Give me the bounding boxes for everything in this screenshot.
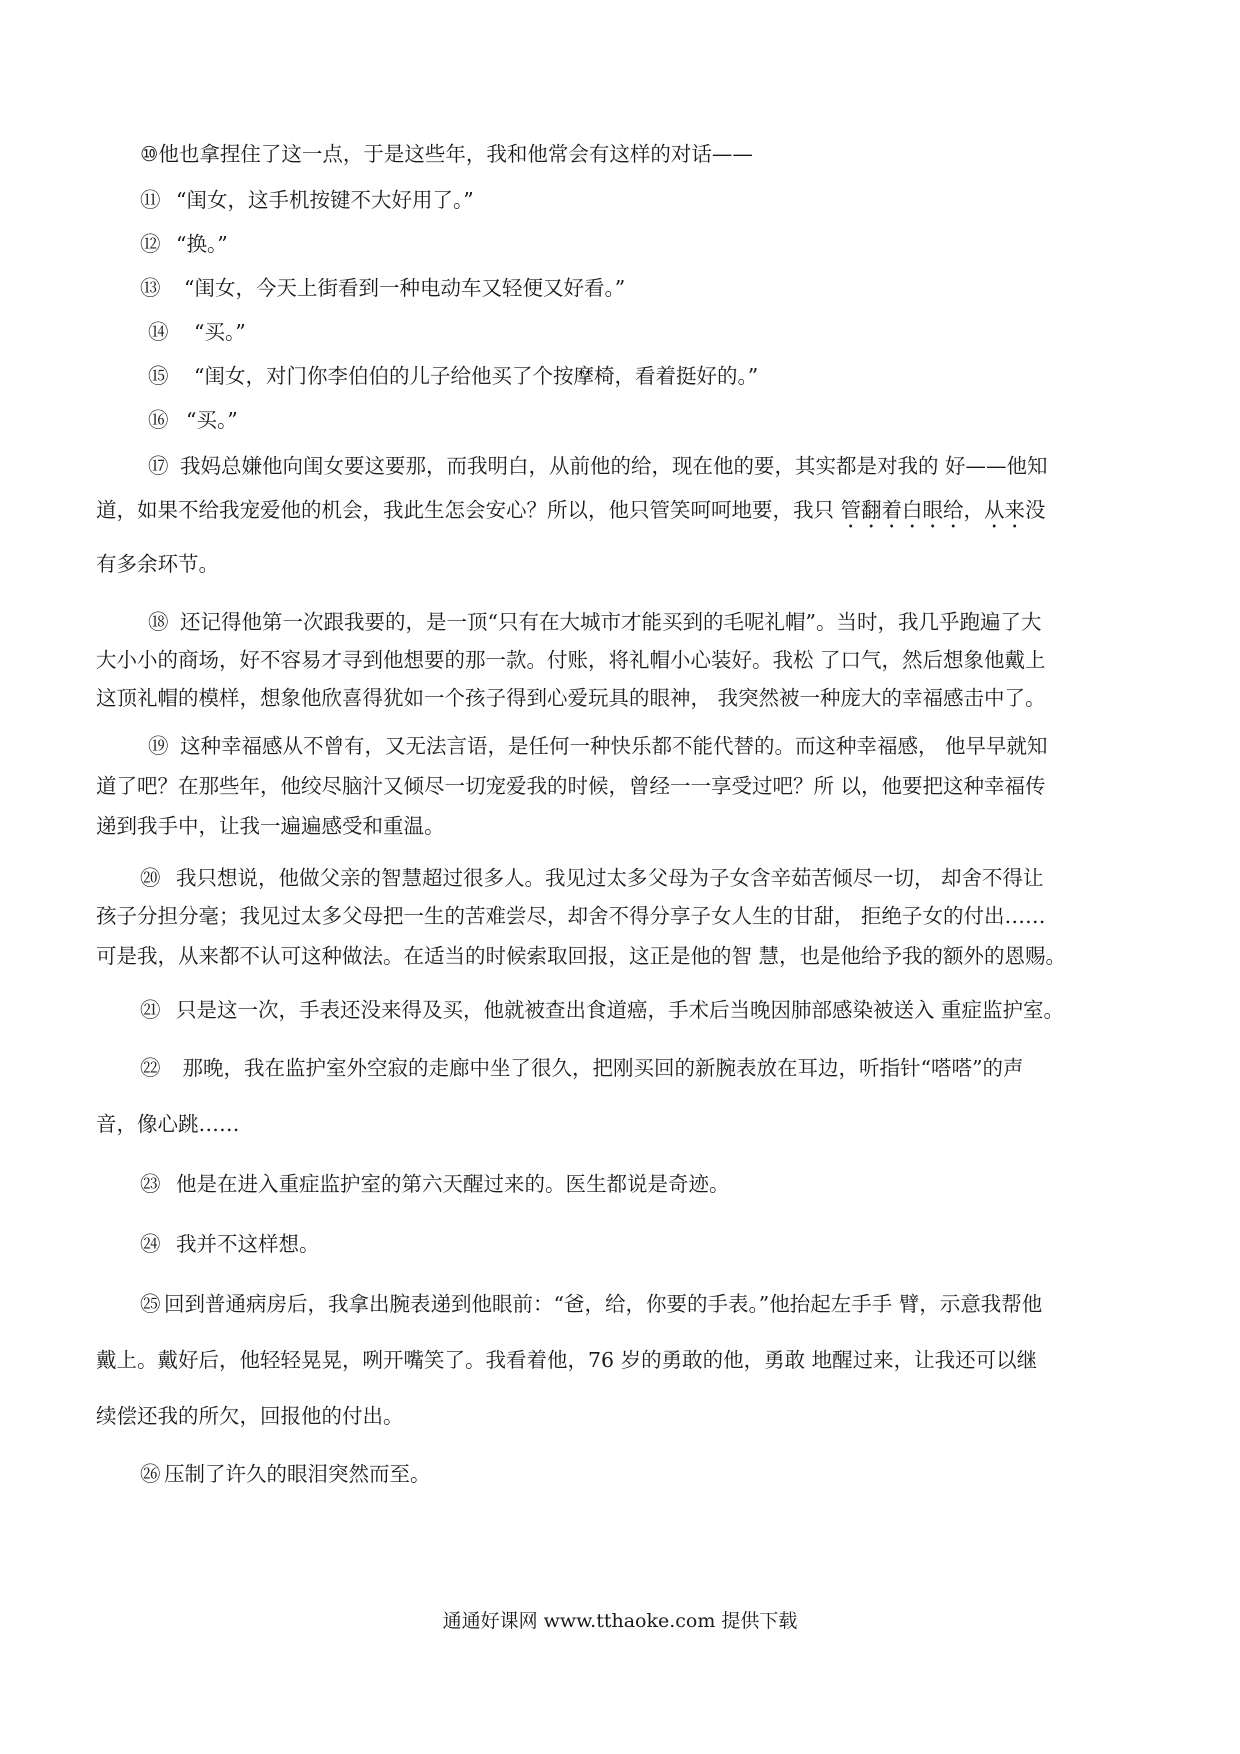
paragraph-text: 音，像心跳…… xyxy=(96,1112,240,1136)
paragraph-17-line-2 xyxy=(0,496,1240,533)
paragraph-text: 还记得他第一次跟我要的，是一顶“只有在大城市才能买到的毛呢礼帽”。当时，我几乎跑遍了大 xyxy=(180,610,1042,634)
paragraph-text: 大小小的商场，好不容易才寻到他想要的那一款。付账，将礼帽小心装好。我松 了口气，然后想象他戴上 xyxy=(96,648,1046,672)
paragraph-number: ⑮ xyxy=(148,364,169,388)
paragraph-text: 没 xyxy=(1025,498,1046,522)
paragraph-number: ⑫ xyxy=(140,232,161,256)
paragraph-23 xyxy=(0,1170,1240,1198)
paragraph-text: 递到我手中，让我一遍遍感受和重温。 xyxy=(96,814,445,838)
paragraph-14 xyxy=(0,318,1240,346)
paragraph-text: “闺女，这手机按键不大好用了。” xyxy=(176,188,474,212)
paragraph-text: “买。” xyxy=(194,320,246,344)
paragraph-number: ⑰ xyxy=(148,454,169,478)
paragraph-13 xyxy=(0,274,1240,302)
paragraph-text: 那晚，我在监护室外空寂的走廊中坐了很久，把刚买回的新腕表放在耳边，听指针“嗒嗒”的声 xyxy=(176,1056,1024,1080)
paragraph-text: 我只想说，他做父亲的智慧超过很多人。我见过太多父母为子女含辛茹苦倾尽一切， 却舍不得让 xyxy=(176,866,1044,890)
paragraph-25-line-1 xyxy=(0,1290,1240,1318)
paragraph-text: 我并不这样想。 xyxy=(176,1232,320,1256)
paragraph-text: 他是在进入重症监护室的第六天醒过来的。医生都说是奇迹。 xyxy=(176,1172,730,1196)
paragraph-18-line-1 xyxy=(0,608,1240,636)
paragraph-number: ㉖ xyxy=(140,1462,161,1486)
paragraph-number: ⑪ xyxy=(140,188,161,212)
paragraph-20-line-1 xyxy=(0,864,1240,892)
paragraph-text: “换。” xyxy=(176,232,228,256)
paragraph-21 xyxy=(0,996,1240,1024)
paragraph-number: ⑯ xyxy=(148,408,169,432)
paragraph-text: 压制了许久的眼泪突然而至。 xyxy=(164,1462,431,1486)
paragraph-text: “闺女，今天上街看到一种电动车又轻便又好看。” xyxy=(184,276,626,300)
paragraph-text: 戴上。戴好后，他轻轻晃晃，咧开嘴笑了。我看着他，76 岁的勇敢的他，勇敢 地醒过来，让我还可以继 xyxy=(96,1348,1038,1372)
paragraph-text: 这顶礼帽的模样，想象他欣喜得犹如一个孩子得到心爱玩具的眼神， 我突然被一种庞大的幸福感击中了。 xyxy=(96,686,1046,710)
paragraph-19-line-2 xyxy=(0,772,1240,800)
paragraph-26 xyxy=(0,1460,1240,1488)
paragraph-text: 孩子分担分毫；我见过太多父母把一生的苦难尝尽，却舍不得分享子女人生的甘甜， 拒绝子女的付出…… xyxy=(96,904,1046,928)
emphasized-text: 管翻着白眼给，从来 xyxy=(840,498,1026,522)
paragraph-20-line-3 xyxy=(0,942,1240,970)
paragraph-17-line-3 xyxy=(0,550,1240,578)
paragraph-text: “买。” xyxy=(186,408,238,432)
paragraph-text: 道，如果不给我宠爱他的机会，我此生怎会安心？所以，他只管笑呵呵地要，我只 xyxy=(96,498,841,522)
paragraph-number: ⑳ xyxy=(140,866,161,890)
paragraph-15 xyxy=(0,362,1240,390)
paragraph-text: 这种幸福感从不曾有，又无法言语，是任何一种快乐都不能代替的。而这种幸福感， 他早早就知 xyxy=(180,734,1048,758)
paragraph-25-line-2 xyxy=(0,1346,1240,1374)
paragraph-text: 可是我，从来都不认可这种做法。在适当的时候索取回报，这正是他的智 慧，也是他给予我的额外的恩赐。 xyxy=(96,944,1067,968)
paragraph-18-line-2 xyxy=(0,646,1240,674)
paragraph-number: ⑩ xyxy=(140,142,159,166)
paragraph-number: ⑭ xyxy=(148,320,169,344)
paragraph-16 xyxy=(0,406,1240,434)
paragraph-11 xyxy=(0,186,1240,214)
paragraph-22-line-1 xyxy=(0,1054,1240,1082)
paragraph-19-line-1 xyxy=(0,732,1240,760)
paragraph-number: ㉔ xyxy=(140,1232,161,1256)
paragraph-number: ㉑ xyxy=(140,998,161,1022)
paragraph-18-line-3 xyxy=(0,684,1240,712)
paragraph-text: 回到普通病房后，我拿出腕表递到他眼前：“爸，给，你要的手表。”他抬起左手手 臂，示意我帮他 xyxy=(164,1292,1043,1316)
paragraph-20-line-2 xyxy=(0,902,1240,930)
paragraph-10 xyxy=(0,140,1240,168)
paragraph-25-line-3 xyxy=(0,1402,1240,1430)
page-footer: 通通好课网 www.tthaoke.com 提供下载 xyxy=(442,1610,798,1632)
paragraph-24 xyxy=(0,1230,1240,1258)
paragraph-number: ㉒ xyxy=(140,1056,161,1080)
paragraph-12 xyxy=(0,230,1240,258)
paragraph-text: 道了吧？在那些年，他绞尽脑汁又倾尽一切宠爱我的时候，曾经一一享受过吧？所 以，他要把这种幸福传 xyxy=(96,774,1046,798)
paragraph-text: 只是这一次，手表还没来得及买，他就被查出食道癌，手术后当晚因肺部感染被送入 重症监护室。 xyxy=(176,998,1065,1022)
paragraph-text: 续偿还我的所欠，回报他的付出。 xyxy=(96,1404,404,1428)
paragraph-number: ㉕ xyxy=(140,1292,161,1316)
paragraph-text: 我妈总嫌他向闺女要这要那，而我明白，从前他的给，现在他的要，其实都是对我的 好——他知 xyxy=(180,454,1048,478)
paragraph-number: ㉓ xyxy=(140,1172,161,1196)
paragraph-22-line-2 xyxy=(0,1110,1240,1138)
paragraph-number: ⑲ xyxy=(148,734,169,758)
paragraph-17-line-1 xyxy=(0,452,1240,480)
paragraph-19-line-3 xyxy=(0,812,1240,840)
paragraph-text: 有多余环节。 xyxy=(96,552,219,576)
paragraph-number: ⑱ xyxy=(148,610,169,634)
paragraph-text: 他也拿捏住了这一点，于是这些年，我和他常会有这样的对话—— xyxy=(158,142,753,166)
paragraph-number: ⑬ xyxy=(140,276,161,300)
paragraph-text: “闺女，对门你李伯伯的儿子给他买了个按摩椅，看着挺好的。” xyxy=(194,364,759,388)
